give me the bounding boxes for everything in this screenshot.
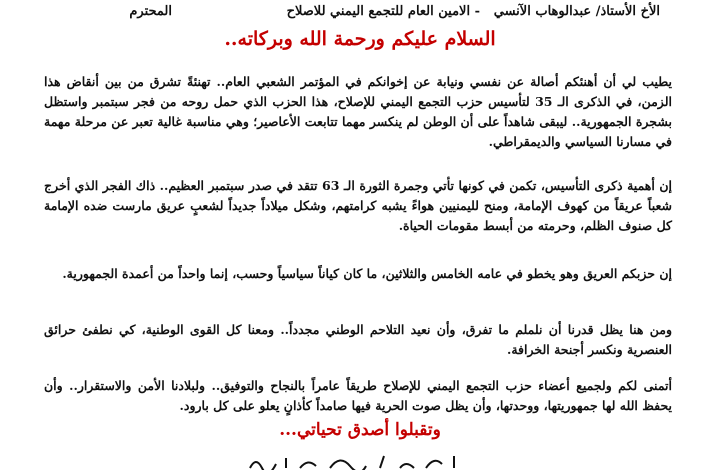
paragraph-national-unity: ومن هنا يظل قدرنا أن نلملم ما تفرق، وأن نعيد التلاحم الوطني مجدداً.. ومعنا كل القوى الوطنية، كي نطفئ حرائق العنصرية ونكسر أجنحة الخرافة. xyxy=(44,322,672,357)
paragraph-congratulations: يطيب لي أن أهنئكم أصالة عن نفسي ونيابة عن إخوانكم في المؤتمر الشعبي العام.. تهنئةً تشرق من بين أنقاض هذا الزمن، في الذكرى الـ 35 لتأسيس حزب التجمع اليمني للإصلاح، هذا الحزب الذي حمل روحه من فجر سبتمبر واستظل بشجرة الجمهورية.. ليبقى شاهداً على أن الوطن لم ينكسر مهما تتابعت الأعاصير؛ وهي مناسبة غالية تعبر عن مرحلة مهمة في مسارنا السياسي والديمقراطي. xyxy=(44,74,672,149)
greeting-line: السلام عليكم ورحمة الله وبركاته.. xyxy=(224,28,496,50)
recipient-name: الأخ الأستاذ/ عبدالوهاب الآنسي xyxy=(493,4,660,19)
signature-fragment xyxy=(240,452,480,470)
paragraph-wishes: أتمنى لكم ولجميع أعضاء حزب التجمع اليمني للإصلاح طريقاً عامراً بالنجاح والتوفيق.. ولبلادنا الأمن والاستقرار.. وأن يحفظ الله لها جمهوريتها، ووحدتها، وأن يظل صوت الحرية فيها صامداً كأذانٍ يعلو على كل بارود. xyxy=(44,378,672,413)
paragraph-founding-significance: إن أهمية ذكرى التأسيس، تكمن في كونها تأتي وجمرة الثورة الـ 63 تتقد في صدر سبتمبر العظيم.. ذاك الفجر الذي أخرج شعباً عريقاً من كهوف الإمامة، ومنح لليمنيين هواءً يشبه كرامتهم، وشكل ميلاداً جديداً لشعبٍ عريق مارست ضده الإمامة كل صنوف الظلم، وحرمته من أبسط مقومات الحياة. xyxy=(44,178,672,233)
honorific: المحترم xyxy=(129,4,172,19)
paragraph-party-pillar: إن حزبكم العريق وهو يخطو في عامه الخامس والثلاثين، ما كان كياناً سياسياً وحسب، إنما واحداً من أعمدة الجمهورية. xyxy=(62,266,672,281)
signature-strokes xyxy=(240,452,480,470)
recipient-title: - الامين العام للتجمع اليمني للاصلاح xyxy=(286,4,480,19)
closing-line: وتقبلوا أصدق تحياتي... xyxy=(279,420,441,440)
